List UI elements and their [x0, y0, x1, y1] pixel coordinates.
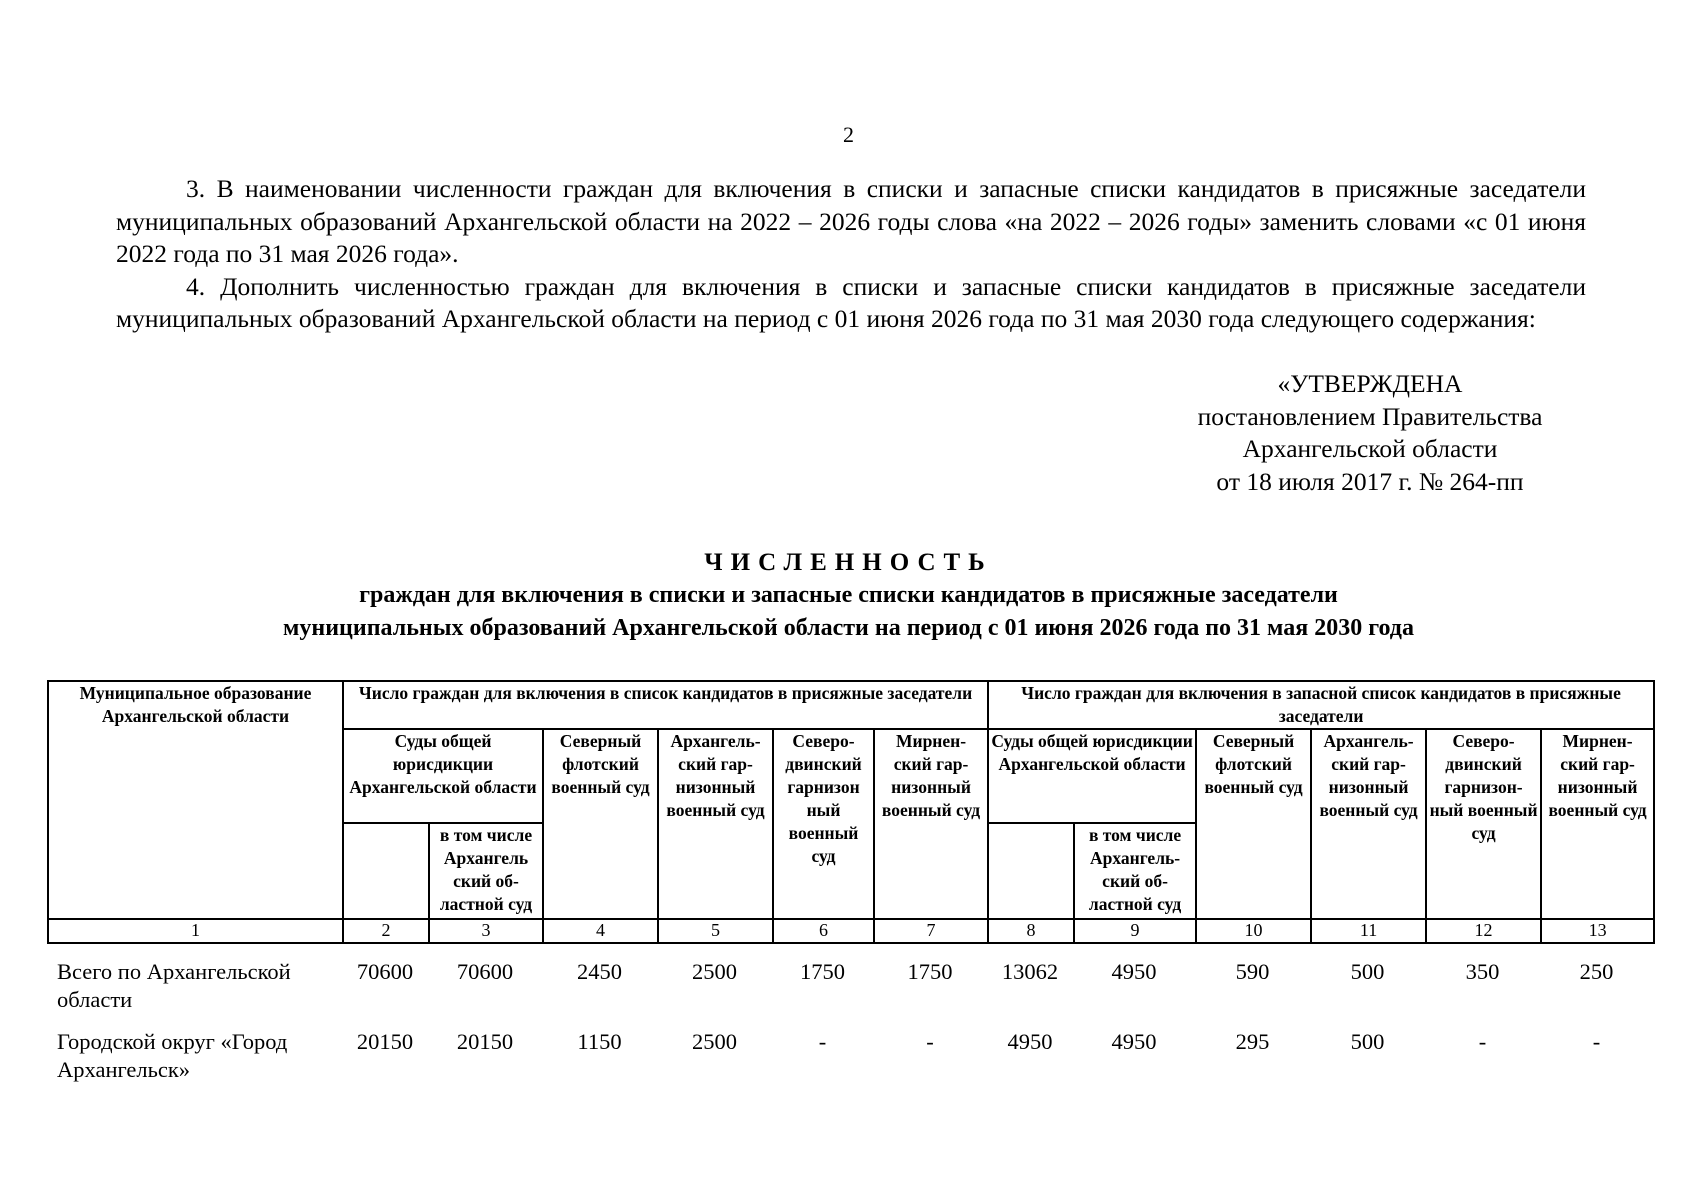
header-northern-fleet-reserve: Северный флотский военный суд	[1196, 729, 1311, 919]
header-main-list: Число граждан для включения в список кандидатов в присяжные заседатели	[343, 681, 988, 729]
cell-value: 70600	[356, 959, 414, 984]
page-number: 2	[843, 122, 854, 147]
cell-value: 13062	[1001, 959, 1059, 984]
header-table	[47, 680, 1655, 944]
column-number: 7	[874, 919, 988, 943]
approval-line: «УТВЕРЖДЕНА	[1277, 369, 1463, 398]
cell-value: 1750	[907, 959, 953, 984]
column-number: 8	[988, 919, 1074, 943]
cell-value: 4950	[1111, 1029, 1157, 1054]
cell-value: 4950	[1111, 959, 1157, 984]
column-number: 1	[48, 919, 343, 943]
cell-value: 20150	[356, 1029, 414, 1054]
header-arkh-garrison: Архангель- ский гар- низонный военный суд	[658, 729, 773, 919]
cell-value: -	[1478, 1029, 1487, 1054]
cell-value: 1750	[800, 959, 845, 984]
header-mirny-garrison-reserve: Мирнен- ский гар- низонный военный суд	[1541, 729, 1654, 919]
cell-value: 1150	[577, 1029, 622, 1054]
header-incl-regional-reserve: в том числе Архангель- ский об- ластной суд	[1074, 823, 1196, 919]
header-sever-garrison: Северо- двинский гарнизон ный военный суд	[773, 729, 874, 919]
document-title	[0, 547, 1697, 645]
column-number: 10	[1196, 919, 1311, 943]
header-arkh-garrison-reserve: Архангель- ский гар- низонный военный суд	[1311, 729, 1426, 919]
column-number: 5	[658, 919, 773, 943]
cell-value: 2500	[692, 959, 737, 984]
approval-line: постановлением Правительства	[1197, 401, 1543, 431]
approval-line: от 18 июля 2017 г. № 264-пп	[1216, 466, 1524, 496]
cell-value: 500	[1350, 959, 1385, 984]
header-general-total	[343, 823, 429, 919]
cell-value: 70600	[456, 959, 514, 984]
table-row	[47, 1028, 1653, 1098]
header-general-courts: Суды общей юрисдикции Архангельской области	[343, 729, 543, 823]
approval-line: Архангельской области	[1242, 434, 1498, 463]
header-incl-regional: в том числе Архангель ский об- ластной суд	[429, 823, 543, 919]
cell-value: 250	[1579, 959, 1614, 984]
title-subtitle: муниципальных образований Архангельской области на период с 01 июня 2026 года по 31 мая 2030 года	[283, 615, 1414, 641]
column-number: 2	[343, 919, 429, 943]
column-number: 11	[1311, 919, 1426, 943]
cell-value: 295	[1235, 1029, 1270, 1054]
column-number: 9	[1074, 919, 1196, 943]
header-sever-garrison-reserve: Северо- двинский гарнизон- ный военный суд	[1426, 729, 1541, 919]
cell-value: -	[926, 1029, 934, 1054]
cell-value: 350	[1465, 959, 1500, 984]
data-table	[47, 958, 1653, 1098]
column-number: 13	[1541, 919, 1654, 943]
header-northern-fleet: Северный флотский военный суд	[543, 729, 658, 919]
cell-value: 2450	[577, 959, 622, 984]
cell-value: 4950	[1007, 1029, 1053, 1054]
cell-value: 590	[1235, 959, 1270, 984]
body-text	[116, 173, 1586, 336]
row-municipality-name: Городской округ «Город Архангельск»	[57, 1029, 288, 1082]
cell-value: 20150	[456, 1029, 514, 1054]
row-municipality-name: Всего по Архангельской области	[57, 959, 291, 1012]
cell-value: 2500	[692, 1029, 737, 1054]
header-general-courts-reserve: Суды общей юрисдикции Архангельской области	[988, 729, 1196, 823]
header-mirny-garrison: Мирнен- ский гар- низонный военный суд	[874, 729, 988, 919]
column-number: 3	[429, 919, 543, 943]
title-main: ЧИСЛЕННОСТЬ	[704, 549, 993, 576]
column-number: 6	[773, 919, 874, 943]
table-row	[47, 958, 1653, 1028]
column-number: 4	[543, 919, 658, 943]
column-number: 12	[1426, 919, 1541, 943]
paragraph-4: 4. Дополнить численностью граждан для включения в списки и запасные списки кандидатов в присяжные заседатели муниципальных образований Архангельской области на период с 01 июня 2026 года по 31 мая 2030 года следующего содержания:	[116, 271, 1586, 333]
approval-stamp	[1150, 368, 1590, 498]
paragraph-3: 3. В наименовании численности граждан для включения в списки и запасные списки кандидатов в присяжные заседатели муниципальных образований Архангельской области на 2022 – 2026 годы слова «на 2022 – 2026 годы» заменить словами «с 01 июня 2022 года по 31 мая 2026 года».	[116, 174, 1586, 268]
header-municipality: Муниципальное образование Архангельской области	[48, 681, 343, 919]
cell-value: -	[1592, 1029, 1601, 1054]
title-subtitle: граждан для включения в списки и запасные списки кандидатов в присяжные заседатели	[359, 582, 1338, 608]
cell-value: 500	[1350, 1029, 1385, 1054]
header-reserve-list: Число граждан для включения в запасной список кандидатов в присяжные заседатели	[988, 681, 1654, 729]
header-general-total-reserve	[988, 823, 1074, 919]
cell-value: -	[818, 1029, 827, 1054]
